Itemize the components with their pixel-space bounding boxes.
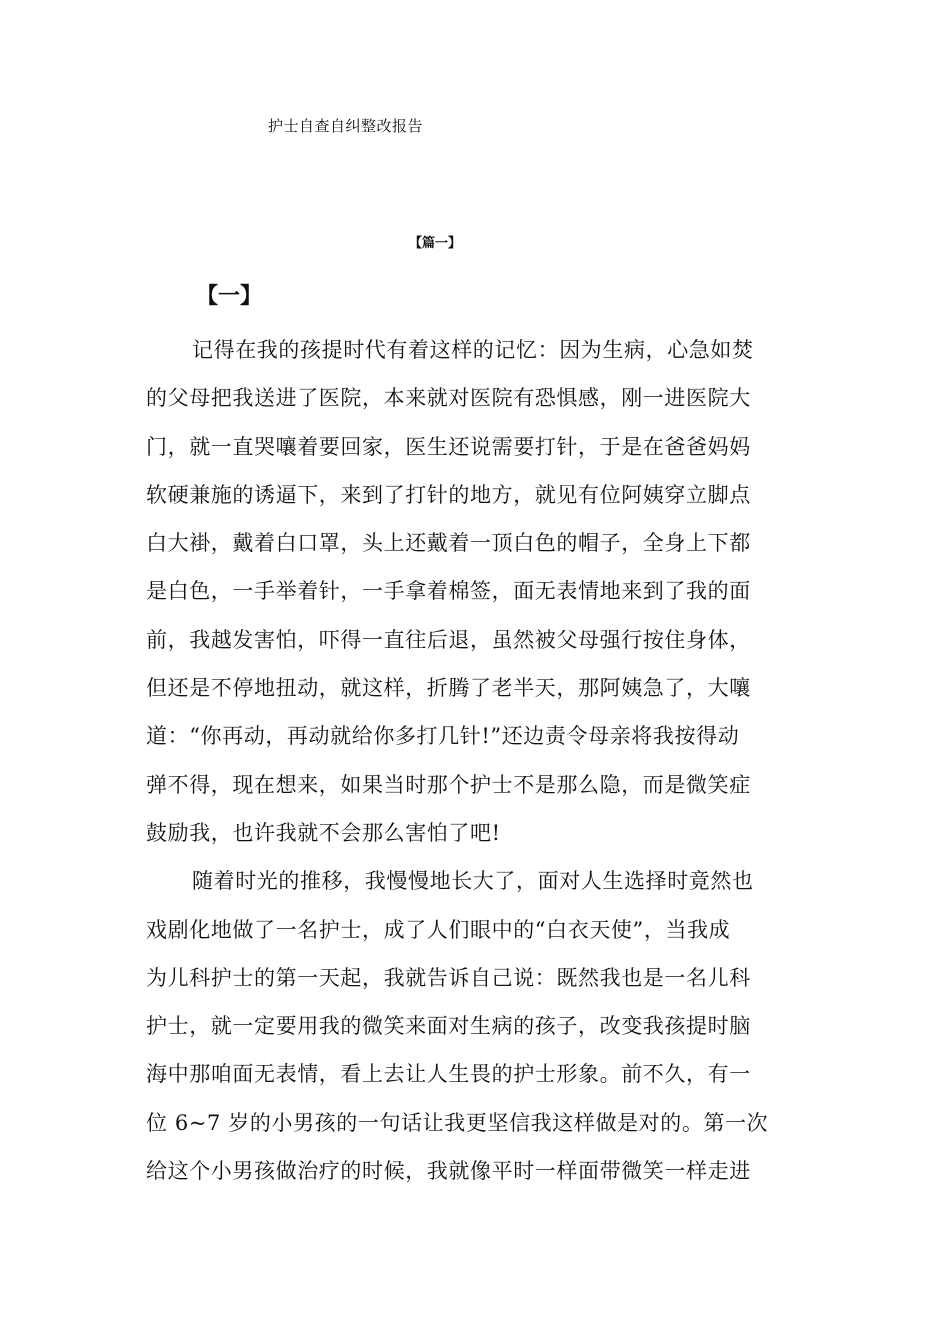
paragraph-line: 随着时光的推移，我慢慢地长大了，面对人生选择时竟然也 [192,869,754,894]
paragraph-line: 记得在我的孩提时代有着这样的记忆：因为生病，心急如焚 [192,338,754,362]
paragraph-line: 海中那咱面无表情，看上去让人生畏的护士形象。前不久，有一 [146,1062,751,1087]
paragraph-line: 位 6~7 岁的小男孩的一句话让我更坚信我这样做是对的。第一次 [146,1110,769,1135]
paragraph-line: 前，我越发害怕，吓得一直往后退，虽然被父母强行按住身体， [146,627,751,652]
paragraph-line: 戏剧化地做了一名护士，成了人们眼中的“白衣天使”，当我成 [146,917,731,942]
paragraph-line: 给这个小男孩做治疗的时候，我就像平时一样面带微笑一样走进 [146,1159,751,1184]
paragraph-line: 护士，就一定要用我的微笑来面对生病的孩子，改变我孩提时脑 [146,1014,751,1039]
part-label: 【篇一】 [408,236,461,251]
paragraph-line: 为儿科护士的第一天起，我就告诉自己说：既然我也是一名儿科 [146,965,751,990]
paragraph-line: 鼓励我，也许我就不会那么害怕了吧! [146,820,501,845]
document-title: 护士自查自纠整改报告 [268,117,424,135]
paragraph-line: 是白色，一手举着针，一手拿着棉签，面无表情地来到了我的面 [146,579,751,604]
paragraph-line: 弹不得，现在想来，如果当时那个护士不是那么隐，而是微笑症 [146,772,751,797]
document-body [146,326,820,1195]
paragraph-line: 道：“你再动，再动就给你多打几针!”还边责令母亲将我按得动 [146,724,740,749]
section-heading: 【一】 [196,283,263,309]
paragraph-line: 但还是不停地扭动，就这样，折腾了老半天，那阿姨急了，大嚷 [146,676,751,701]
paragraph-line: 的父母把我送进了医院，本来就对医院有恐惧感，刚一进医院大 [146,386,751,411]
paragraph-line: 白大褂，戴着白口罩，头上还戴着一顶白色的帽子，全身上下都 [146,531,751,556]
paragraph-line: 门，就一直哭嚷着要回家，医生还说需要打针，于是在爸爸妈妈 [146,434,751,459]
paragraph-line: 软硬兼施的诱逼下，来到了打针的地方，就见有位阿姨穿立脚点 [146,482,751,507]
